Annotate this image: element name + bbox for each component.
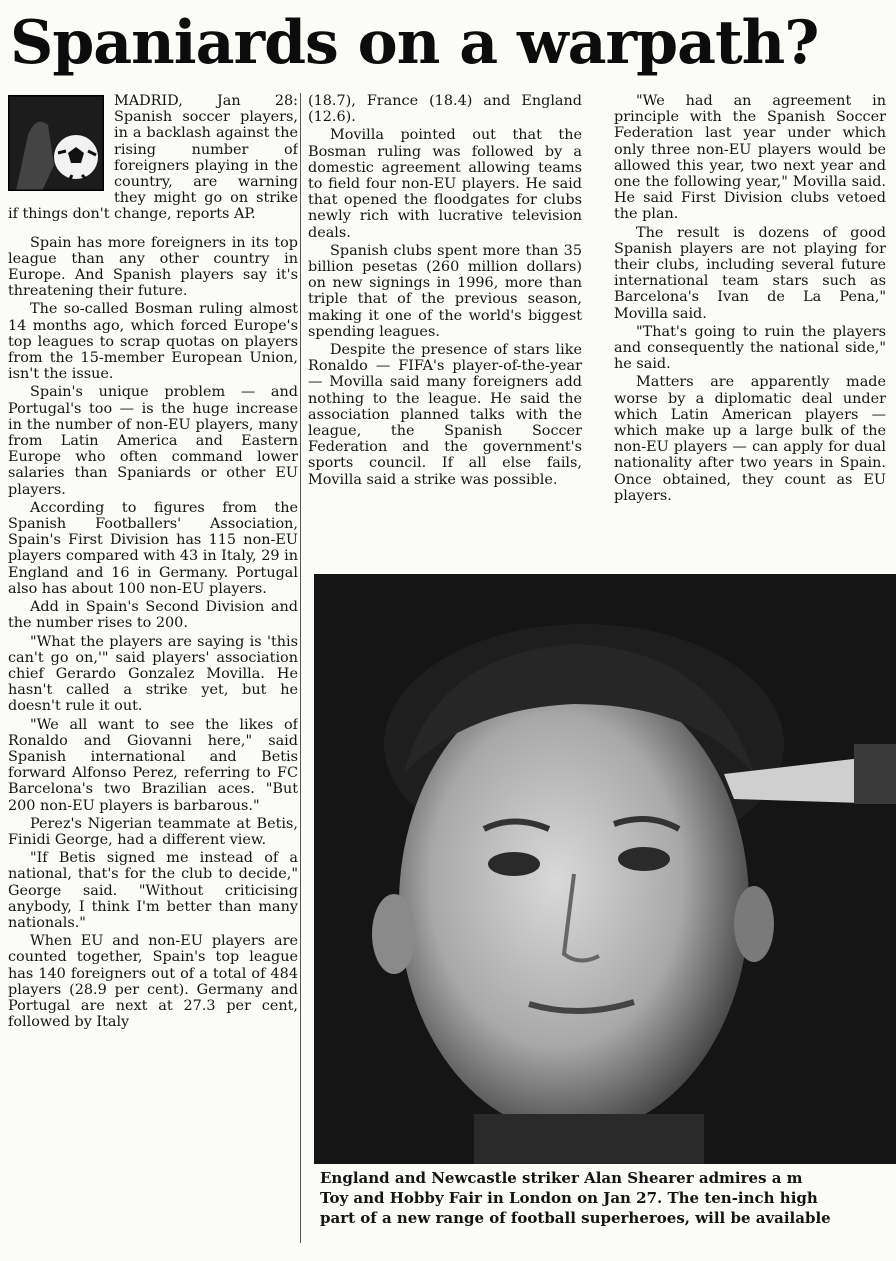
caption-line: part of a new range of football superheroes, will be available bbox=[320, 1209, 831, 1227]
article-column-3 bbox=[614, 93, 886, 561]
paragraph: "What the players are saying is 'this can't go on,'" said players' association chief Gerardo Gonzalez Movilla. He hasn't called a strike yet, but he doesn't rule it out. bbox=[8, 633, 298, 715]
paragraph: Matters are apparently made worse by a diplomatic deal under which Latin American players — which make up a large bulk of the non-EU players — can apply for dual nationality after two years in Spain. Once obtained, they count as EU players. bbox=[614, 374, 886, 504]
photo-caption bbox=[320, 1168, 896, 1248]
paragraph: Movilla pointed out that the Bosman ruling was followed by a domestic agreement allowing teams to field four non-EU players. He said that opened the floodgates for clubs newly rich with lucrative television deals. bbox=[308, 127, 582, 241]
paragraph: According to figures from the Spanish Footballers' Association, Spain's First Division has 115 non-EU players compared with 43 in Italy, 29 in England and 16 in Germany. Portugal also has about 100 non-EU players. bbox=[8, 499, 298, 597]
article-column-1 bbox=[8, 93, 298, 1253]
paragraph: MADRID, Jan 28: Spanish soccer players, in a backlash against the rising number of foreigners playing in the country, are warning they might go on strike if things don't change, reports AP. bbox=[8, 93, 298, 223]
paragraph: "That's going to ruin the players and consequently the national side," he said. bbox=[614, 323, 886, 373]
headline: Spaniards on a warpath? bbox=[10, 8, 819, 78]
caption-line: Toy and Hobby Fair in London on Jan 27. The ten-inch high bbox=[320, 1189, 818, 1207]
paragraph: "We all want to see the likes of Ronaldo and Giovanni here," said Spanish international and Betis forward Alfonso Perez, referring to FC Barcelona's two Brazilian aces. "But 200 non-EU players is barbarous." bbox=[8, 716, 298, 814]
column-rule bbox=[300, 93, 301, 1243]
paragraph: Spain has more foreigners in its top league than any other country in Europe. And Spanish players say it's threatening their future. bbox=[8, 234, 298, 300]
article-column-2 bbox=[308, 93, 582, 561]
paragraph: The result is dozens of good Spanish players are not playing for their clubs, including several future international team stars such as Barcelona's Ivan de La Pena," Movilla said. bbox=[614, 224, 886, 322]
paragraph: Add in Spain's Second Division and the number rises to 200. bbox=[8, 599, 298, 632]
paragraph: Spanish clubs spent more than 35 billion pesetas (260 million dollars) on new signings in 1996, more than triple that of the previous season, making it one of the world's biggest spending leagues. bbox=[308, 242, 582, 340]
caption-line: England and Newcastle striker Alan Shearer admires a m bbox=[320, 1169, 803, 1187]
soccer-ball-icon bbox=[8, 95, 104, 191]
paragraph: "We had an agreement in principle with the Spanish Soccer Federation last year under which only three non-EU players would be allowed this year, two next year and one the following year," Movilla said. He said First Division clubs vetoed the plan. bbox=[614, 93, 886, 223]
paragraph: Spain's unique problem — and Portugal's too — is the huge increase in the number of non-EU players, many from Latin America and Eastern Europe who often command lower salaries than Spaniards or other EU players. bbox=[8, 384, 298, 498]
paragraph: Despite the presence of stars like Ronaldo — FIFA's player-of-the-year — Movilla said many foreigners add nothing to the league. He said the association planned talks with the league, the Spanish Soccer Federation and the government's sports council. If all else fails, Movilla said a strike was possible. bbox=[308, 342, 582, 488]
paragraph: The so-called Bosman ruling almost 14 months ago, which forced Europe's top leagues to scrap quotas on players from the 15-member European Union, isn't the issue. bbox=[8, 301, 298, 383]
paragraph: "If Betis signed me instead of a national, that's for the club to decide," George said. "Without criticising anybody, I think I'm better than many nationals." bbox=[8, 850, 298, 931]
paragraph: When EU and non-EU players are counted together, Spain's top league has 140 foreigners out of a total of 484 players (28.9 per cent). Germany and Portugal are next at 27.3 per cent, followed by Italy bbox=[8, 933, 298, 1031]
paragraph: (18.7), France (18.4) and England (12.6). bbox=[308, 93, 582, 126]
paragraph: Perez's Nigerian teammate at Betis, Finidi George, had a different view. bbox=[8, 815, 298, 848]
news-photo bbox=[314, 574, 896, 1164]
